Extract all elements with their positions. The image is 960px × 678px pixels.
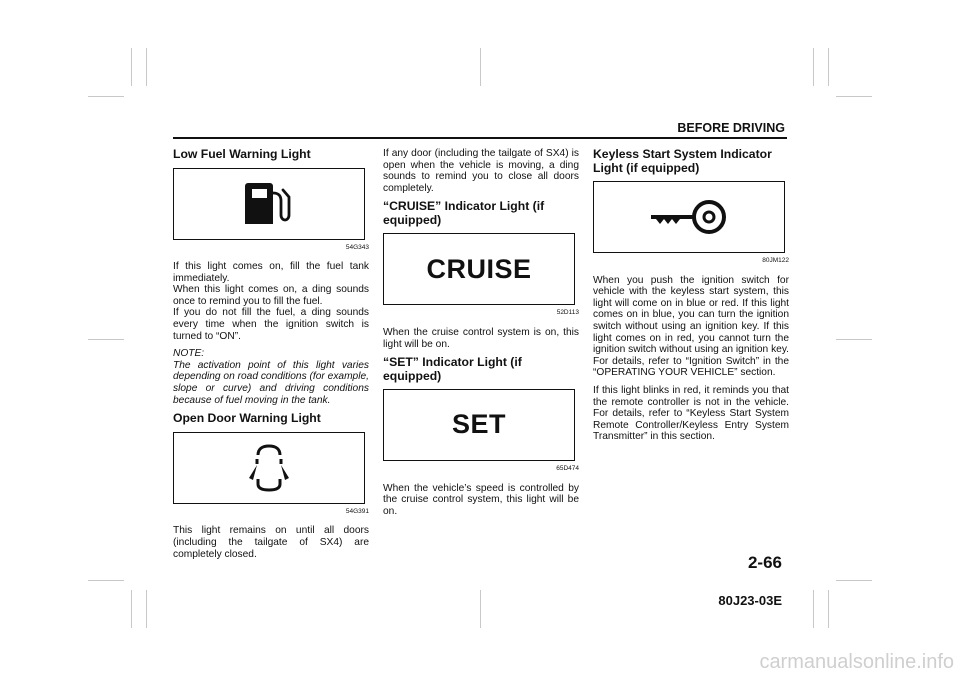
cruise-indicator-label: CRUISE [426, 253, 532, 284]
open-door-heading: Open Door Warning Light [173, 411, 321, 426]
crop-mark [88, 580, 124, 581]
crop-mark [828, 48, 829, 86]
crop-mark [88, 339, 124, 340]
note-label: NOTE: [173, 348, 205, 360]
keyless-figure [593, 181, 785, 253]
crop-mark [146, 590, 147, 628]
figure-code: 80JM122 [762, 257, 789, 264]
column-2 [383, 148, 579, 524]
column-3 [593, 148, 789, 449]
set-paragraph: When the vehicle’s speed is controlled by the cruise control system, this light will be on. [383, 482, 579, 517]
cruise-figure [383, 233, 575, 305]
low-fuel-paragraph-3: If you do not fill the fuel, a ding sounds every time when the ignition switch is turned to “ON”. [173, 307, 369, 342]
crop-mark [88, 96, 124, 97]
set-indicator-label: SET [451, 409, 506, 440]
crop-mark [836, 339, 872, 340]
cruise-paragraph: When the cruise control system is on, this light will be on. [383, 326, 579, 350]
fuel-pump-icon [242, 179, 296, 229]
header-rule [173, 137, 787, 139]
note-text: The activation point of this light varies depending on road conditions (for example, slope or curve) and driving conditions because of fuel moving in the tank. [173, 359, 369, 406]
page-number: 2-66 [747, 553, 782, 572]
crop-mark [813, 590, 814, 628]
crop-mark [813, 48, 814, 86]
set-figure [383, 389, 575, 461]
crop-mark [480, 48, 481, 86]
keyless-paragraph-2: If this light blinks in red, it reminds you that the remote controller is not in the vehicle. For details, refer to “Keyless Start System Remote Controller/Keyless Entry System Transmitter” in this section. [593, 384, 789, 443]
section-header: BEFORE DRIVING [677, 121, 785, 135]
crop-mark [480, 590, 481, 628]
low-fuel-heading: Low Fuel Warning Light [173, 147, 311, 161]
open-door-paragraph-cont: If any door (including the tailgate of SX4) is open when the vehicle is moving, a ding sounds to remind you to close all doors completely. [383, 148, 579, 194]
keyless-heading: Keyless Start System Indicator Light (if equipped) [593, 147, 772, 175]
crop-mark [131, 590, 132, 628]
crop-mark [131, 48, 132, 86]
key-icon [647, 197, 731, 237]
figure-code: 52D113 [556, 309, 579, 317]
low-fuel-paragraph-2: When this light comes on, a ding sounds once to remind you to fill the fuel. [173, 284, 369, 307]
cruise-heading: “CRUISE” Indicator Light (if equipped) [383, 199, 545, 227]
watermark: carmanualsonline.info [759, 651, 954, 673]
open-door-figure [173, 432, 365, 504]
set-heading: “SET” Indicator Light (if equipped) [383, 355, 522, 383]
low-fuel-paragraph: If this light comes on, fill the fuel tank immediately. [173, 261, 369, 284]
low-fuel-figure [173, 168, 365, 240]
column-1 [173, 148, 369, 566]
figure-code: 65D474 [556, 465, 579, 473]
keyless-paragraph-1: When you push the ignition switch for vehicle with the keyless start system, this light will come on in blue or red. If this light comes on in blue, you can turn the ignition switch without using an ignition key. If this light comes on in red, you cannot turn the ignition switch without using an ignition key. For details, refer to “Ignition Switch” in the “OPERATING YOUR VEHICLE” section. [593, 274, 789, 379]
open-door-paragraph: This light remains on until all doors (including the tailgate of SX4) are completely closed. [173, 525, 369, 560]
crop-mark [146, 48, 147, 86]
crop-mark [828, 590, 829, 628]
document-code: 80J23-03E [718, 593, 782, 608]
crop-mark [836, 96, 872, 97]
figure-code: 54G391 [345, 507, 369, 515]
crop-mark [836, 580, 872, 581]
figure-code: 54G343 [345, 243, 369, 251]
open-door-icon [244, 441, 294, 495]
